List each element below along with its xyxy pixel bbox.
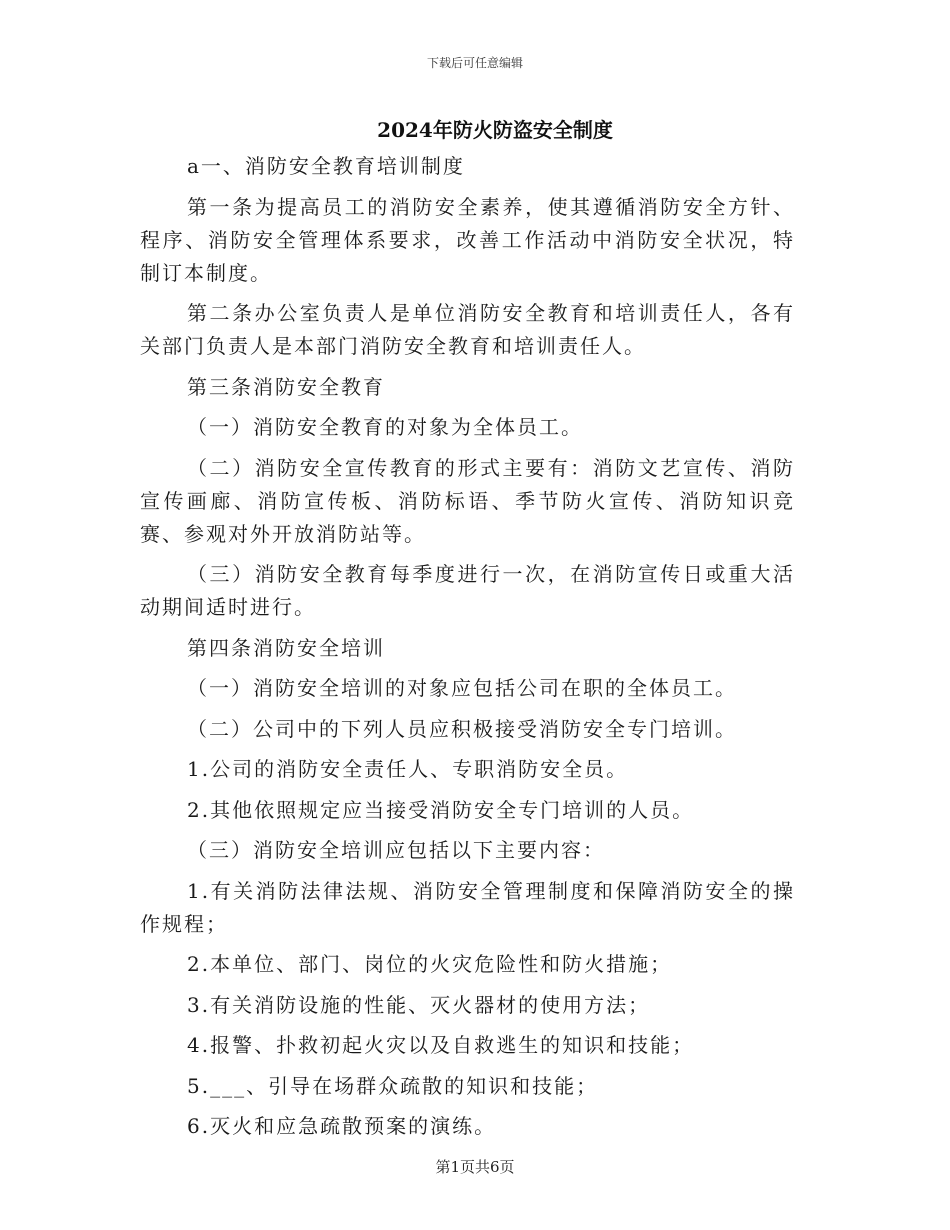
paragraph: 6.灭火和应急疏散预案的演练。 [187, 1114, 497, 1138]
paragraph: a一、消防安全教育培训制度 [187, 154, 465, 178]
paragraph: （一）消防安全培训的对象应包括公司在职的全体员工。 [187, 676, 737, 700]
page-header-note: 下载后可任意编辑 [426, 56, 523, 70]
paragraph: 5.___、引导在场群众疏散的知识和技能； [187, 1073, 599, 1098]
paragraph: （三）消防安全教育每季度进行一次，在消防宣传日或重大活动期间适时进行。 [140, 562, 795, 619]
paragraph: 第二条办公室负责人是单位消防安全教育和培训责任人，各有关部门负责人是本部门消防安全教育和培训责任人。 [140, 301, 795, 358]
paragraph: 1.有关消防法律法规、消防安全管理制度和保障消防安全的操作规程； [140, 878, 795, 936]
paragraph: 3.有关消防设施的性能、灭火器材的使用方法； [187, 992, 651, 1017]
paragraph: 4.报警、扑救初起火灾以及自救逃生的知识和技能； [187, 1033, 695, 1057]
paragraph: 2.本单位、部门、岗位的火灾危险性和防火措施； [187, 952, 673, 976]
paragraph: （二）消防安全宣传教育的形式主要有：消防文艺宣传、消防宣传画廊、消防宣传板、消防标语、季节防火宣传、消防知识竞赛、参观对外开放消防站等。 [140, 455, 795, 546]
paragraph: （三）消防安全培训应包括以下主要内容： [187, 838, 605, 862]
paragraph: （二）公司中的下列人员应积极接受消防安全专门培训。 [187, 716, 737, 741]
page-number: 第1页共6页 [435, 1158, 515, 1176]
document-title: 2024年防火防盗安全制度 [377, 118, 613, 142]
paragraph: 第四条消防安全培训 [187, 635, 385, 660]
paragraph: 1.公司的消防安全责任人、专职消防安全员。 [187, 757, 629, 781]
paragraph: 第三条消防安全教育 [187, 374, 385, 399]
document-body [140, 150, 795, 1151]
paragraph: （一）消防安全教育的对象为全体员工。 [187, 415, 583, 439]
paragraph: 2.其他依照规定应当接受消防安全专门培训的人员。 [187, 797, 695, 822]
paragraph: 第一条为提高员工的消防安全素养，使其遵循消防安全方针、程序、消防安全管理体系要求，改善工作活动中消防安全状况，特制订本制度。 [140, 194, 795, 285]
